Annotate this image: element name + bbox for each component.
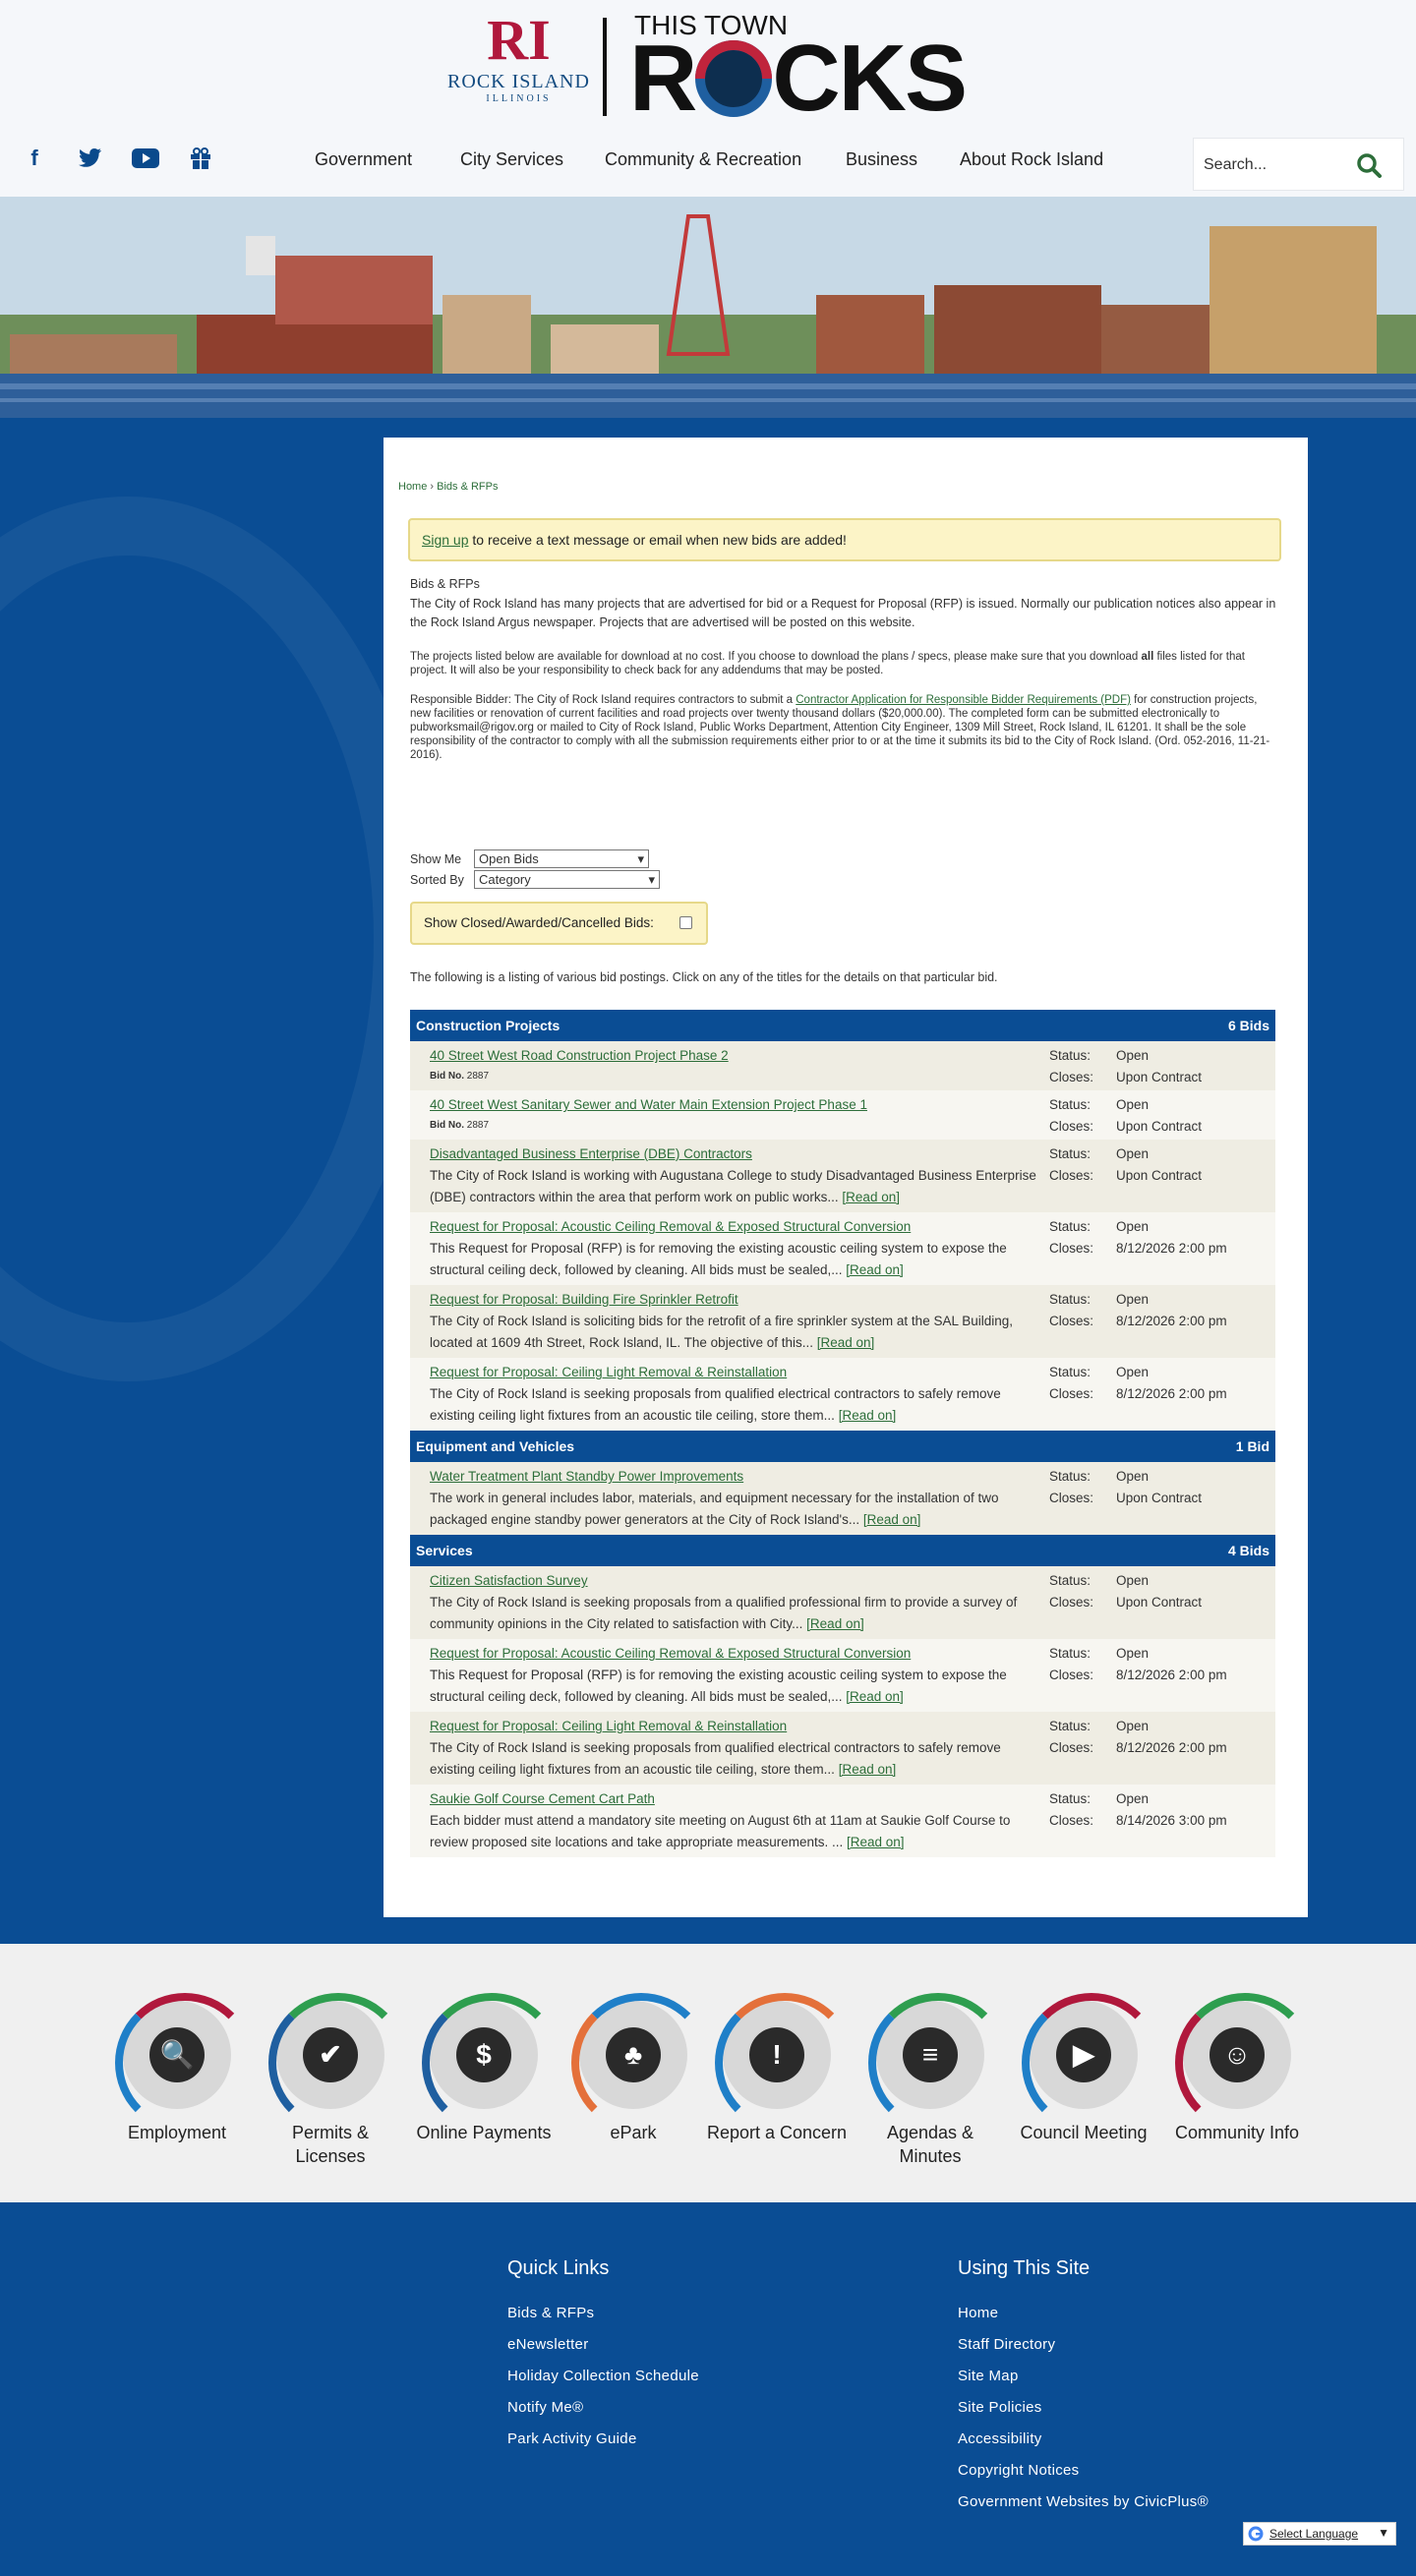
logo-monogram: RI (487, 8, 551, 72)
quick-link-label: Report a Concern (706, 2123, 848, 2142)
sorted-by-value: Category (479, 872, 531, 887)
intro-p2-text-end: files listed for that project. It will also be your responsibility to check back for any addendums that may be posted. (410, 651, 1245, 676)
read-on-link[interactable]: [Read on] (846, 1262, 904, 1277)
category-name: Construction Projects (416, 1018, 560, 1033)
clipboard-check-icon: ✔ (303, 2027, 358, 2082)
breadcrumb-separator: › (427, 481, 438, 493)
footer-link-enewsletter[interactable]: eNewsletter (507, 2336, 589, 2353)
bid-number-label: Bid No. (430, 1071, 464, 1082)
read-on-link[interactable]: [Read on] (846, 1835, 905, 1849)
footer-quick-links-heading: Quick Links (507, 2257, 610, 2279)
closes-value: 8/12/2026 2:00 pm (1116, 1314, 1227, 1328)
chevron-down-icon: ▾ (637, 851, 644, 866)
breadcrumb (398, 481, 498, 493)
closes-label: Closes: (1049, 1595, 1094, 1610)
read-on-link[interactable]: [Read on] (806, 1616, 864, 1631)
quick-link-label: ePark (610, 2123, 657, 2142)
show-closed-toggle (410, 902, 708, 945)
status-label: Status: (1049, 1365, 1092, 1379)
quick-link-tile[interactable] (103, 2001, 251, 2144)
quick-link-tile[interactable] (1163, 2001, 1311, 2144)
status-label: Status: (1049, 1048, 1092, 1063)
google-translate-select[interactable] (1243, 2522, 1396, 2546)
footer-link-site-map[interactable]: Site Map (958, 2368, 1019, 2384)
nav-city-services[interactable]: City Services (460, 149, 564, 169)
quick-link-badge (123, 2001, 231, 2109)
bid-row (410, 1041, 1275, 1090)
people-icon: ☺ (1210, 2027, 1265, 2082)
closes-value: Upon Contract (1116, 1595, 1203, 1610)
status-label: Status: (1049, 1573, 1092, 1588)
bid-row (410, 1285, 1275, 1358)
logo-state: ILLINOIS (486, 93, 552, 104)
show-closed-checkbox[interactable] (679, 916, 692, 929)
read-on-link[interactable]: [Read on] (838, 1762, 897, 1777)
show-me-label: Show Me (410, 852, 462, 866)
closes-label: Closes: (1049, 1119, 1094, 1134)
bid-title-link[interactable]: 40 Street West Sanitary Sewer and Water Main Extension Project Phase 1 (430, 1097, 867, 1112)
quick-link-badge (723, 2001, 831, 2109)
quick-link-tile[interactable] (257, 2001, 404, 2168)
bid-title-link[interactable]: Disadvantaged Business Enterprise (DBE) Contractors (430, 1146, 752, 1161)
status-value: Open (1116, 1469, 1150, 1484)
logo-divider (603, 18, 607, 116)
bid-row (410, 1462, 1275, 1535)
read-on-link[interactable]: [Read on] (838, 1408, 897, 1423)
bid-status-block (1049, 1094, 1266, 1138)
closes-value: Upon Contract (1116, 1119, 1203, 1134)
status-label: Status: (1049, 1791, 1092, 1806)
quick-link-label: Community Info (1174, 2123, 1300, 2142)
bid-status-block (1049, 1216, 1266, 1259)
status-value: Open (1116, 1219, 1150, 1234)
laptop-dollar-icon: $ (456, 2027, 511, 2082)
page-heading: Bids & RFPs (410, 577, 480, 591)
bid-title-link[interactable]: Request for Proposal: Acoustic Ceiling Removal & Exposed Structural Conversion (430, 1646, 912, 1661)
google-icon (1248, 2526, 1264, 2542)
closes-value: Upon Contract (1116, 1168, 1203, 1183)
bid-title-link[interactable]: Citizen Satisfaction Survey (430, 1573, 588, 1588)
quick-link-tile[interactable] (856, 2001, 1004, 2168)
breadcrumb-home[interactable]: Home (398, 481, 428, 493)
footer-link-home[interactable]: Home (958, 2305, 999, 2321)
bid-status-block (1049, 1716, 1266, 1759)
sorted-by-label: Sorted By (410, 873, 464, 887)
twitter-icon[interactable] (76, 144, 105, 173)
bid-description-text: The City of Rock Island is seeking proposals from a qualified professional firm to provide a survey of community opinions in the City related to satisfaction with City... (430, 1595, 1018, 1631)
tagline-r: R (629, 26, 696, 131)
bid-number-label: Bid No. (430, 1120, 464, 1131)
intro-paragraph-2 (410, 650, 1280, 677)
read-on-link[interactable]: [Read on] (842, 1190, 900, 1204)
bid-row (410, 1566, 1275, 1639)
bid-title-link[interactable]: 40 Street West Road Construction Project Phase 2 (430, 1048, 729, 1063)
status-label: Status: (1049, 1146, 1092, 1161)
bid-description-text: The City of Rock Island is working with Augustana College to study Disadvantaged Business Enterprise (DBE) contractors within the area that perform work on public works... (430, 1168, 1036, 1204)
skyline-o-icon (695, 40, 772, 117)
status-value: Open (1116, 1719, 1150, 1733)
footer-link-civicplus[interactable]: Government Websites by CivicPlus® (958, 2493, 1209, 2510)
status-value: Open (1116, 1146, 1150, 1161)
closes-value: 8/12/2026 2:00 pm (1116, 1241, 1227, 1256)
bid-description-text: The work in general includes labor, materials, and equipment necessary for the installation of two packaged engine standby power generators at the City of Rock Island's... (430, 1491, 999, 1527)
bid-description-text: Each bidder must attend a mandatory site meeting on August 6th at 11am at Saukie Golf Course to review proposed site locations and take appropriate measurements. ... (430, 1813, 1011, 1849)
decorative-swirl (0, 497, 433, 1381)
status-value: Open (1116, 1048, 1150, 1063)
gift-icon[interactable] (186, 144, 215, 173)
show-me-value: Open Bids (479, 851, 539, 866)
bid-description (430, 1165, 1049, 1208)
tagline-big (629, 26, 967, 131)
bid-row (410, 1639, 1275, 1712)
footer-link-bids-rfps[interactable]: Bids & RFPs (507, 2305, 595, 2321)
closes-label: Closes: (1049, 1491, 1094, 1505)
footer-link-site-policies[interactable]: Site Policies (958, 2399, 1042, 2416)
search-icon[interactable] (1354, 150, 1384, 180)
chevron-down-icon: ▾ (648, 872, 655, 887)
status-value: Open (1116, 1646, 1150, 1661)
quick-link-badge (579, 2001, 687, 2109)
quick-link-badge (430, 2001, 538, 2109)
tagline-top: THIS TOWN (634, 10, 789, 40)
quick-link-label: Online Payments (416, 2123, 552, 2142)
quick-link-label: Council Meeting (1020, 2123, 1148, 2142)
status-value: Open (1116, 1365, 1150, 1379)
listing-note: The following is a listing of various bid postings. Click on any of the titles for the details on that particular bid. (410, 970, 998, 984)
footer-using-this-site (958, 2257, 1209, 2518)
bid-row (410, 1212, 1275, 1285)
bid-status-block (1049, 1362, 1266, 1405)
quick-link-tile[interactable] (703, 2001, 851, 2144)
quick-link-badge (276, 2001, 384, 2109)
status-value: Open (1116, 1791, 1150, 1806)
category-header (410, 1535, 1275, 1566)
closes-label: Closes: (1049, 1740, 1094, 1755)
youtube-icon[interactable] (131, 144, 160, 173)
nav-community-recreation[interactable]: Community & Recreation (605, 149, 802, 169)
footer-link-notify-me[interactable]: Notify Me® (507, 2399, 584, 2416)
closes-label: Closes: (1049, 1070, 1094, 1084)
status-value: Open (1116, 1292, 1150, 1307)
rock-island-logo (442, 10, 595, 123)
bid-description-text: This Request for Proposal (RFP) is for removing the existing acoustic ceiling system to expose the structural ceiling deck, followed by cleaning. All bids must be sealed,... (430, 1241, 1007, 1277)
signup-link[interactable]: Sign up (422, 532, 469, 548)
category-header (410, 1010, 1275, 1041)
category-header (410, 1431, 1275, 1462)
bid-description (430, 1737, 1049, 1781)
footer-link-accessibility[interactable]: Accessibility (958, 2430, 1042, 2447)
bid-description-text: This Request for Proposal (RFP) is for removing the existing acoustic ceiling system to expose the structural ceiling deck, followed by cleaning. All bids must be sealed,... (430, 1668, 1007, 1704)
closes-value: 8/12/2026 2:00 pm (1116, 1668, 1227, 1682)
bid-row (410, 1140, 1275, 1212)
sorted-by-select[interactable] (474, 870, 660, 889)
intro-p3-text-end: for construction projects, new facilities or renovation of current facilities and road projects over twenty thousand dollars ($20,000.00). The completed form can be submitted electronically to pubworksmail@rigov.org or mailed to City of Rock Island, Public Works Department, Attention City Engineer, 1309 Mill Street, Rock Island, IL 61201. It shall be the sole responsibility of the contractor to comply with all the submission requirements either prior to or at the time it submits its bid to the City of Rock Island. (Ord. 052-2016, 11-21-2016). (410, 694, 1270, 761)
chevron-down-icon: ▼ (1378, 2526, 1389, 2540)
bid-description-text: The City of Rock Island is soliciting bids for the retrofit of a fire sprinkler system at the SAL Building, located at 1609 4th Street, Rock Island, IL. The objective of this... (430, 1314, 1013, 1350)
status-label: Status: (1049, 1292, 1092, 1307)
footer-link-park-activity-guide[interactable]: Park Activity Guide (507, 2430, 637, 2447)
status-value: Open (1116, 1573, 1150, 1588)
intro-paragraph-3 (410, 693, 1280, 762)
quick-link-tile[interactable] (1010, 2001, 1157, 2144)
quick-link-tile[interactable] (410, 2001, 558, 2144)
status-label: Status: (1049, 1219, 1092, 1234)
bid-number-value: 2887 (466, 1120, 490, 1131)
closes-label: Closes: (1049, 1386, 1094, 1401)
main-content (384, 438, 1308, 1917)
show-me-select[interactable] (474, 849, 649, 868)
bid-number-value: 2887 (466, 1071, 490, 1082)
site-footer (0, 2202, 1416, 2576)
closes-value: 8/12/2026 2:00 pm (1116, 1740, 1227, 1755)
closes-value: Upon Contract (1116, 1491, 1203, 1505)
intro-p3-text: Responsible Bidder: The City of Rock Island requires contractors to submit a (410, 694, 796, 706)
nav-government[interactable]: Government (315, 149, 413, 169)
exclamation-bubble-icon: ! (749, 2027, 804, 2082)
bid-title-link[interactable]: Request for Proposal: Ceiling Light Removal & Reinstallation (430, 1365, 788, 1379)
closes-label: Closes: (1049, 1314, 1094, 1328)
read-on-link[interactable]: [Read on] (846, 1689, 904, 1704)
category-name: Equipment and Vehicles (416, 1438, 575, 1454)
bid-title-link[interactable]: Request for Proposal: Building Fire Sprinkler Retrofit (430, 1292, 738, 1307)
breadcrumb-current[interactable]: Bids & RFPs (437, 481, 499, 493)
category-count: 6 Bids (1227, 1018, 1269, 1033)
quick-link-tile[interactable] (560, 2001, 707, 2144)
quick-link-badge (1030, 2001, 1138, 2109)
closes-label: Closes: (1049, 1813, 1094, 1828)
bid-status-block (1049, 1788, 1266, 1832)
intro-p2-bold: all (1141, 651, 1154, 663)
site-header (0, 0, 1416, 197)
footer-link-staff-directory[interactable]: Staff Directory (958, 2336, 1056, 2353)
quick-link-label: Agendas & Minutes (886, 2123, 974, 2166)
search-box (1193, 138, 1404, 191)
bid-status-block (1049, 1143, 1266, 1187)
footer-link-copyright-notices[interactable]: Copyright Notices (958, 2462, 1080, 2479)
status-label: Status: (1049, 1646, 1092, 1661)
signup-alert-text: to receive a text message or email when new bids are added! (468, 532, 847, 548)
search-input[interactable] (1204, 150, 1351, 180)
bid-status-block (1049, 1643, 1266, 1686)
quick-link-label: Employment (127, 2123, 227, 2142)
signup-alert (408, 518, 1281, 561)
bid-description (430, 1810, 1049, 1853)
show-closed-label: Show Closed/Awarded/Cancelled Bids: (424, 915, 654, 930)
status-value: Open (1116, 1097, 1150, 1112)
closes-label: Closes: (1049, 1668, 1094, 1682)
category-count: 1 Bid (1235, 1438, 1269, 1454)
clipboard-list-icon: ≡ (903, 2027, 958, 2082)
bid-description (430, 1665, 1049, 1708)
tagline-cks: CKS (772, 26, 967, 131)
closes-value: 8/12/2026 2:00 pm (1116, 1386, 1227, 1401)
bid-status-block (1049, 1289, 1266, 1332)
status-label: Status: (1049, 1469, 1092, 1484)
closes-value: Upon Contract (1116, 1070, 1203, 1084)
footer-link-holiday-collection[interactable]: Holiday Collection Schedule (507, 2368, 699, 2384)
bid-status-block (1049, 1045, 1266, 1088)
logo-name: ROCK ISLAND (447, 71, 590, 92)
hero-banner-image (0, 197, 1416, 418)
video-play-icon: ▶ (1056, 2027, 1111, 2082)
footer-quick-links (507, 2257, 699, 2455)
read-on-link[interactable]: [Read on] (862, 1512, 921, 1527)
quick-link-label: Permits & Licenses (291, 2123, 369, 2166)
site-logo[interactable] (442, 8, 974, 131)
bid-description (430, 1238, 1049, 1281)
bid-title-link[interactable]: Saukie Golf Course Cement Cart Path (430, 1791, 655, 1806)
facebook-icon[interactable]: f (30, 146, 38, 170)
bid-listing-table (410, 1010, 1275, 1857)
bid-row (410, 1785, 1275, 1857)
closes-label: Closes: (1049, 1168, 1094, 1183)
quick-link-badge (876, 2001, 984, 2109)
quick-link-badge (1183, 2001, 1291, 2109)
closes-label: Closes: (1049, 1241, 1094, 1256)
bid-status-block (1049, 1570, 1266, 1613)
magnifier-icon: 🔍 (149, 2027, 205, 2082)
bid-description (430, 1311, 1049, 1354)
status-label: Status: (1049, 1719, 1092, 1733)
select-language-label: Select Language (1269, 2527, 1359, 2541)
quick-links-bar (0, 1944, 1416, 2202)
bid-description-text: The City of Rock Island is seeking proposals from qualified electrical contractors to safely remove existing ceiling light fixtures from an acoustic tile ceiling, store them... (430, 1386, 1001, 1423)
bid-row (410, 1090, 1275, 1140)
nav-about-rock-island[interactable]: About Rock Island (960, 149, 1104, 169)
intro-paragraph-1: The City of Rock Island has many projects that are advertised for bid or a Request for Proposal (RFP) is issued. Normally our publication notices also appear in the Rock Island Argus newspaper. Projects that are advertised will be posted on this website. (410, 597, 1276, 629)
bid-title-link[interactable]: Request for Proposal: Acoustic Ceiling Removal & Exposed Structural Conversion (430, 1219, 912, 1234)
bid-status-block (1049, 1466, 1266, 1509)
bid-description (430, 1592, 1049, 1635)
footer-using-heading: Using This Site (958, 2257, 1091, 2279)
closes-value: 8/14/2026 3:00 pm (1116, 1813, 1227, 1828)
bid-title-link[interactable]: Request for Proposal: Ceiling Light Removal & Reinstallation (430, 1719, 788, 1733)
bid-description-text: The City of Rock Island is seeking proposals from qualified electrical contractors to safely remove existing ceiling light fixtures from an acoustic tile ceiling, store them... (430, 1740, 1001, 1777)
nav-business[interactable]: Business (846, 149, 918, 169)
bid-description (430, 1383, 1049, 1427)
contractor-application-link[interactable]: Contractor Application for Responsible Bidder Requirements (PDF) (796, 694, 1131, 706)
tree-bike-icon: ♣ (606, 2027, 661, 2082)
category-count: 4 Bids (1227, 1543, 1269, 1558)
bid-description (430, 1488, 1049, 1531)
bid-row (410, 1712, 1275, 1785)
status-label: Status: (1049, 1097, 1092, 1112)
bid-row (410, 1358, 1275, 1431)
intro-p2-text: The projects listed below are available for download at no cost. If you choose to download the plans / specs, please make sure that you download (410, 651, 1142, 663)
read-on-link[interactable]: [Read on] (816, 1335, 875, 1350)
bid-title-link[interactable]: Water Treatment Plant Standby Power Improvements (430, 1469, 744, 1484)
category-name: Services (416, 1543, 473, 1558)
